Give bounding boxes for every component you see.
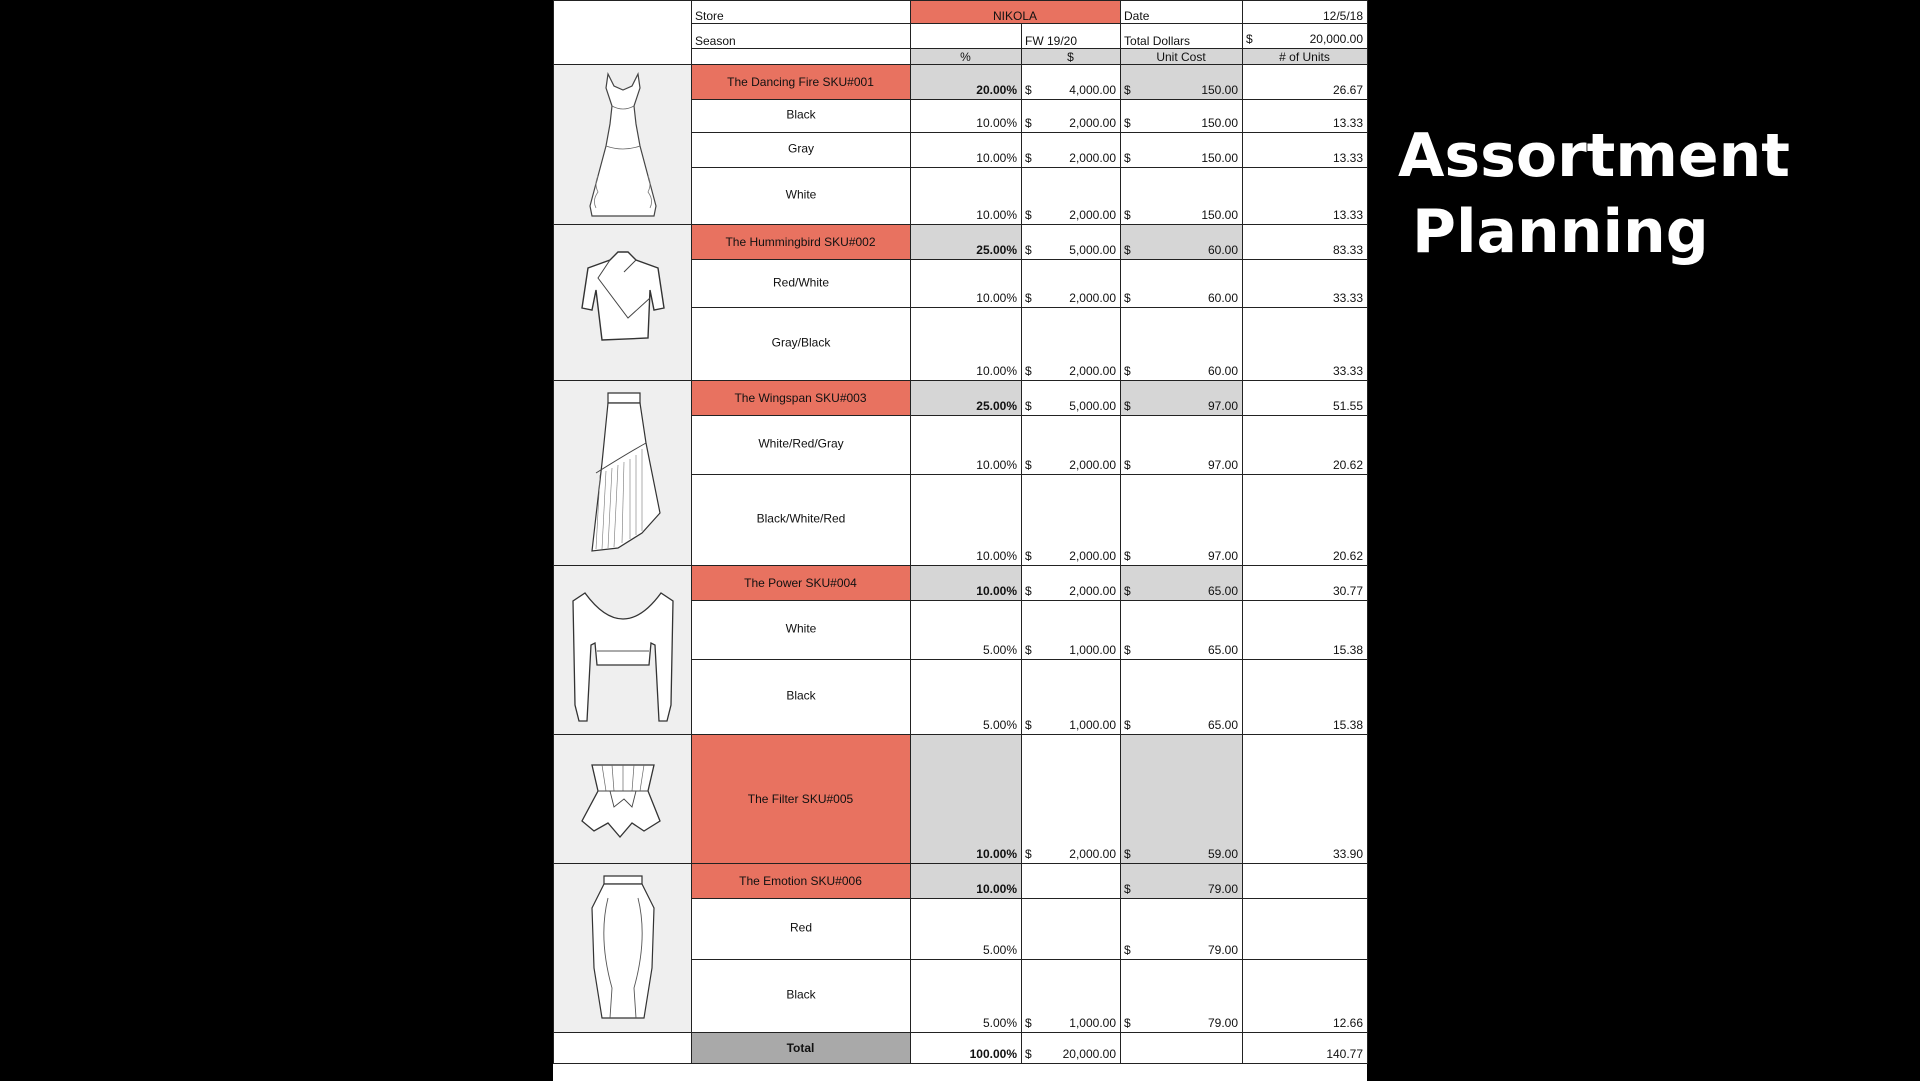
currency-symbol: $ [1124,882,1131,896]
color-name: Black [786,987,816,1002]
currency-symbol: $ [1025,364,1032,378]
sku-unit-cost [1121,735,1243,864]
sku-dollars [1022,225,1121,260]
assortment-table [553,0,1368,1064]
store-value: NIKOLA [911,1,1121,24]
wrap-top-sketch-icon [554,238,691,368]
color-name-cell [692,168,911,225]
sku-dollars-value: 5,000.00 [1069,243,1117,257]
style-name: The Dancing Fire SKU#001 [727,75,874,89]
sku-units [1243,864,1368,899]
sku-dollars-value: 2,000.00 [1069,847,1117,861]
color-unit-cost [1121,168,1243,225]
currency-symbol: $ [1124,1016,1131,1030]
color-dollars [1022,601,1121,660]
style-name-cell [692,735,911,864]
color-pct: 10.00% [911,475,1022,566]
total-dollars-cell [1243,24,1368,49]
currency-symbol: $ [1124,291,1131,305]
style-name: The Hummingbird SKU#002 [725,235,876,249]
color-name: Black [786,688,816,703]
currency-symbol: $ [1025,1016,1032,1030]
color-dollars [1022,133,1121,168]
currency-symbol: $ [1025,208,1032,222]
sku-pct: 10.00% [911,864,1022,899]
sku-units: 51.55 [1243,381,1368,416]
sku-unit-cost [1121,566,1243,601]
column-header-units: # of Units [1243,49,1368,65]
color-dollars [1022,475,1121,566]
pleated-skirt-sketch-icon [554,383,691,563]
color-name-cell [692,899,911,960]
currency-symbol: $ [1025,243,1032,257]
color-unit-cost [1121,660,1243,735]
style-name: The Emotion SKU#006 [739,874,862,888]
color-unit-cost-value: 150.00 [1201,116,1239,130]
color-pct: 10.00% [911,416,1022,475]
color-units: 13.33 [1243,100,1368,133]
sku-unit-cost-value: 60.00 [1207,243,1239,257]
color-dollars [1022,308,1121,381]
currency-symbol: $ [1025,847,1032,861]
currency-symbol: $ [1124,83,1131,97]
color-dollars [1022,416,1121,475]
column-header-blank [692,49,911,65]
assortment-spreadsheet [553,0,1367,1081]
sku-row [554,566,1368,601]
color-name-cell [692,260,911,308]
total-dollars-value: 20,000.00 [1309,32,1364,46]
slide-title [1398,118,1790,270]
column-header-pct: % [911,49,1022,65]
sku-unit-cost [1121,864,1243,899]
color-pct: 5.00% [911,601,1022,660]
color-name-cell [692,475,911,566]
sku-units: 33.90 [1243,735,1368,864]
sku-units: 30.77 [1243,566,1368,601]
color-unit-cost-value: 79.00 [1207,1016,1239,1030]
color-unit-cost [1121,416,1243,475]
color-name: Black/White/Red [756,511,846,526]
color-dollars [1022,168,1121,225]
currency-symbol: $ [1025,291,1032,305]
color-unit-cost [1121,133,1243,168]
currency-symbol: $ [1025,116,1032,130]
sku-row [554,381,1368,416]
sku-unit-cost [1121,65,1243,100]
currency-symbol: $ [1124,847,1131,861]
color-unit-cost [1121,100,1243,133]
sku-units: 83.33 [1243,225,1368,260]
product-sketch-cell [554,735,692,864]
currency-symbol: $ [1025,458,1032,472]
color-dollars [1022,960,1121,1033]
season-label: Season [692,24,911,49]
currency-symbol: $ [1124,943,1131,957]
sku-unit-cost-value: 97.00 [1207,399,1239,413]
color-name: White [785,187,817,202]
currency-symbol: $ [1124,116,1131,130]
pencil-skirt-sketch-icon [554,868,691,1028]
color-name: White/Red/Gray [758,436,844,451]
sku-pct: 25.00% [911,381,1022,416]
currency-symbol: $ [1246,32,1253,46]
style-name-cell [692,864,911,899]
color-units [1243,899,1368,960]
color-unit-cost-value: 60.00 [1207,291,1239,305]
currency-symbol: $ [1025,643,1032,657]
color-units: 33.33 [1243,308,1368,381]
slide-title-line-2: Planning [1412,197,1709,267]
currency-symbol: $ [1124,718,1131,732]
currency-symbol: $ [1124,458,1131,472]
season-value: FW 19/20 [1022,24,1121,49]
color-name-cell [692,960,911,1033]
header-row-store [554,1,1368,24]
color-units: 33.33 [1243,260,1368,308]
color-dollars [1022,260,1121,308]
currency-symbol: $ [1025,1047,1032,1061]
date-value: 12/5/18 [1243,1,1368,24]
sku-unit-cost-value: 59.00 [1207,847,1239,861]
color-name: Gray [787,141,814,156]
color-dollars-value: 2,000.00 [1069,208,1117,222]
color-dollars [1022,660,1121,735]
style-name-cell [692,65,911,100]
date-label: Date [1121,1,1243,24]
color-name-cell [692,100,911,133]
color-unit-cost [1121,475,1243,566]
currency-symbol: $ [1124,364,1131,378]
color-dollars-value: 2,000.00 [1069,291,1117,305]
currency-symbol: $ [1025,584,1032,598]
sku-pct: 10.00% [911,566,1022,601]
sku-dollars-value: 4,000.00 [1069,83,1117,97]
color-unit-cost [1121,260,1243,308]
style-name: The Filter SKU#005 [747,792,854,806]
total-pct: 100.00% [911,1033,1022,1064]
color-name-cell [692,601,911,660]
column-header-dollars: $ [1022,49,1121,65]
color-unit-cost-value: 97.00 [1207,458,1239,472]
sku-unit-cost-value: 65.00 [1207,584,1239,598]
color-pct: 5.00% [911,660,1022,735]
sku-dollars [1022,735,1121,864]
total-label: Total [692,1033,911,1064]
color-dollars [1022,899,1121,960]
product-sketch-cell [554,864,692,1033]
currency-symbol: $ [1124,243,1131,257]
header-corner [554,1,692,65]
color-name: Black [786,107,816,122]
sku-units: 26.67 [1243,65,1368,100]
color-units: 13.33 [1243,133,1368,168]
color-unit-cost [1121,601,1243,660]
color-pct: 5.00% [911,960,1022,1033]
currency-symbol: $ [1124,151,1131,165]
color-unit-cost-value: 60.00 [1207,364,1239,378]
total-dollars [1022,1033,1121,1064]
sku-dollars [1022,381,1121,416]
total-dollars-label: Total Dollars [1121,24,1243,49]
color-units: 12.66 [1243,960,1368,1033]
style-name-cell [692,566,911,601]
currency-symbol: $ [1124,549,1131,563]
color-name: Red/White [772,275,830,290]
color-pct: 10.00% [911,100,1022,133]
currency-symbol: $ [1124,208,1131,222]
total-blank [554,1033,692,1064]
total-dollars-value: 20,000.00 [1062,1047,1117,1061]
product-sketch-cell [554,566,692,735]
currency-symbol: $ [1025,151,1032,165]
color-units: 13.33 [1243,168,1368,225]
peplum-top-sketch-icon [554,751,691,847]
crop-top-sketch-icon [554,575,691,725]
color-dollars [1022,100,1121,133]
currency-symbol: $ [1124,399,1131,413]
slide-title-line-1: Assortment [1398,121,1790,191]
sku-row [554,735,1368,864]
total-row [554,1033,1368,1064]
sku-dollars [1022,566,1121,601]
color-dollars-value: 2,000.00 [1069,151,1117,165]
color-units: 20.62 [1243,475,1368,566]
color-units: 15.38 [1243,601,1368,660]
column-header-unit-cost: Unit Cost [1121,49,1243,65]
style-name: The Wingspan SKU#003 [734,391,867,405]
color-dollars-value: 2,000.00 [1069,549,1117,563]
currency-symbol: $ [1025,399,1032,413]
sku-pct: 20.00% [911,65,1022,100]
product-sketch-cell [554,381,692,566]
color-name: White [785,621,817,636]
color-dollars-value: 1,000.00 [1069,643,1117,657]
sku-unit-cost [1121,381,1243,416]
sku-dollars [1022,65,1121,100]
style-name: The Power SKU#004 [744,576,857,590]
color-unit-cost-value: 97.00 [1207,549,1239,563]
currency-symbol: $ [1025,83,1032,97]
color-unit-cost-value: 79.00 [1207,943,1239,957]
color-name: Red [789,920,812,935]
color-unit-cost [1121,960,1243,1033]
color-pct: 10.00% [911,308,1022,381]
color-name: Gray/Black [771,335,831,350]
sku-dollars-value: 2,000.00 [1069,584,1117,598]
color-dollars-value: 2,000.00 [1069,116,1117,130]
product-sketch-cell [554,65,692,225]
color-unit-cost [1121,308,1243,381]
color-pct: 10.00% [911,260,1022,308]
currency-symbol: $ [1124,584,1131,598]
color-name-cell [692,416,911,475]
color-unit-cost [1121,899,1243,960]
season-blank [911,24,1022,49]
color-pct: 10.00% [911,133,1022,168]
color-dollars-value: 1,000.00 [1069,1016,1117,1030]
sku-row [554,225,1368,260]
style-name-cell [692,381,911,416]
sku-row [554,864,1368,899]
color-dollars-value: 1,000.00 [1069,718,1117,732]
sku-pct: 25.00% [911,225,1022,260]
product-sketch-cell [554,225,692,381]
color-unit-cost-value: 150.00 [1201,208,1239,222]
color-name-cell [692,660,911,735]
sku-unit-cost [1121,225,1243,260]
gown-sketch-icon [554,66,691,224]
color-pct: 5.00% [911,899,1022,960]
color-pct: 10.00% [911,168,1022,225]
currency-symbol: $ [1025,549,1032,563]
sku-pct: 10.00% [911,735,1022,864]
store-label: Store [692,1,911,24]
color-name-cell [692,308,911,381]
color-units: 15.38 [1243,660,1368,735]
sku-row [554,65,1368,100]
sku-dollars-value: 5,000.00 [1069,399,1117,413]
currency-symbol: $ [1124,643,1131,657]
color-name-cell [692,133,911,168]
style-name-cell [692,225,911,260]
total-units: 140.77 [1243,1033,1368,1064]
sku-dollars [1022,864,1121,899]
sku-unit-cost-value: 79.00 [1207,882,1239,896]
color-unit-cost-value: 150.00 [1201,151,1239,165]
color-units: 20.62 [1243,416,1368,475]
color-unit-cost-value: 65.00 [1207,643,1239,657]
color-dollars-value: 2,000.00 [1069,458,1117,472]
total-unit-cost-blank [1121,1033,1243,1064]
sku-unit-cost-value: 150.00 [1201,83,1239,97]
color-dollars-value: 2,000.00 [1069,364,1117,378]
currency-symbol: $ [1025,718,1032,732]
color-unit-cost-value: 65.00 [1207,718,1239,732]
